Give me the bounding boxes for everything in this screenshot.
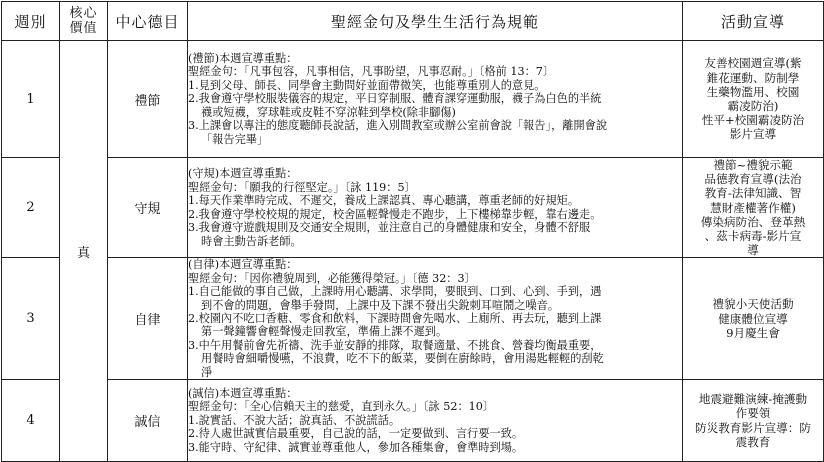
activity-line: 霸凌防治): [727, 99, 779, 113]
activity-line: 禮節~禮貌示範: [713, 158, 793, 172]
header-week: 週別: [2, 2, 60, 41]
content-line: 聖經金句：「願我的行徑堅定。」〔詠 119：5〕: [188, 180, 416, 194]
activity-line: 地震避難演練-掩護動: [698, 392, 808, 407]
week-number: 4: [2, 380, 60, 462]
week-number: 3: [2, 258, 60, 380]
activity-line: 禮貌小天使活動: [712, 297, 794, 312]
scripture-content: [188, 380, 683, 462]
activity-line: 導: [747, 243, 759, 258]
header-scripture: 聖經金句及學生生活行為規範: [188, 2, 683, 41]
activity-cell: [683, 41, 824, 158]
week-number: 2: [2, 158, 60, 258]
activity-line: 震教育: [735, 434, 771, 449]
header-core-line2: 價值: [69, 21, 98, 36]
content-line: 聖經金句：「因你禮貌周到，必能獲得榮冠。」〔德 32：3〕: [188, 271, 476, 285]
header-row: [2, 2, 824, 41]
content-line: 3.中午用餐前會先祈禱、洗手並安靜的排隊，取餐適量、不挑食、營養均衡最重要，: [188, 338, 602, 352]
content-line: 到不會的問題，會舉手發問，上課中及下課不發出尖銳刺耳喧鬧之噪音。: [201, 298, 560, 312]
content-line: (禮節)本週宣導重點：: [188, 52, 298, 66]
week-number: 1: [2, 41, 60, 158]
virtue-name: 自律: [108, 258, 188, 380]
content-line: 時會主動告訴老師。: [201, 234, 302, 248]
activity-cell: [683, 258, 824, 380]
activity-line: 傳染病防治、登革熱: [700, 214, 806, 229]
content-line: 襪或短襪，穿球鞋或皮鞋不穿涼鞋到學校(除非腳傷): [201, 105, 456, 119]
content-line: 2.待人處世誠實信最重要，自己說的話，一定要做到、言行要一致。: [188, 427, 524, 441]
content-line: 第一聲鐘響會輕聲慢走回教室，準備上課不遲到。: [201, 325, 448, 339]
activity-line: 品德教育宣導(法治: [704, 172, 802, 187]
activity-line: 錐花運動、防制學: [706, 70, 800, 85]
header-activity: 活動宣導: [683, 2, 824, 41]
weekly-schedule-table: [1, 1, 824, 462]
scripture-content: [188, 258, 683, 380]
virtue-name: 守規: [108, 158, 188, 258]
content-line: 1.每天作業準時完成、不遲交，養成上課認真、專心聽講，尊重老師的好規矩。: [188, 194, 580, 208]
activity-line: 作要領: [735, 406, 771, 421]
content-line: (誠信)本週宣導重點：: [188, 387, 298, 401]
content-line: 3.上課會以專注的態度聽師長說話，進入別間教室或辦公室前會說「報告」，離開會說: [188, 119, 608, 133]
table-row-week-2: [2, 158, 824, 258]
activity-line: 慧財產權著作權): [710, 200, 796, 215]
virtue-name: 誠信: [108, 380, 188, 462]
header-core-value: [60, 2, 108, 41]
header-core-line1: 核心: [69, 6, 98, 21]
content-line: 3.能守時、守紀律、誠實並尊重他人，參加各種集會，會準時到場。: [188, 440, 524, 454]
content-line: 3.我會遵守遊戲規則及交通安全規則，並注意自己的身體健康和安全，身體不舒服: [188, 221, 591, 235]
content-line: 淨: [201, 365, 213, 379]
activity-line: 友善校園週宣導(紫: [704, 56, 802, 71]
content-line: 2.校園內不吃口香糖、零食和飲料，下課時間會先喝水、上廁所、再去玩，聽到上課: [188, 312, 602, 326]
content-line: 用餐時會細嚼慢嚥，不浪費，吃不下的飯菜，要倒在廚餘時，會用湯匙輕輕的刮乾: [201, 352, 604, 366]
activity-line: 健康體位宣導: [718, 311, 788, 326]
table-row-week-1: [2, 41, 824, 158]
core-value-cell: [60, 41, 108, 462]
content-line: 聖經金句：「凡事包容，凡事相信，凡事盼望，凡事忍耐。」〔格前 13：7〕: [188, 65, 555, 79]
content-line: 1.說實話、不說大話；說真話、不說謊話。: [188, 413, 401, 427]
content-line: 1.見到父母、師長、同學會主動問好並面帶微笑，也能尊重別人的意見。: [188, 78, 546, 92]
activity-line: 教育-法律知識、智: [704, 186, 802, 201]
content-line: (守規)本週宣導重點：: [188, 167, 298, 181]
activity-line: 、茲卡病毒-影片宣: [704, 229, 802, 244]
scripture-content: [188, 41, 683, 158]
content-line: 聖經金句：「全心信賴天主的慈愛，直到永久。」〔詠 52：10〕: [188, 400, 495, 414]
content-line: 2.我會遵守學校服裝儀容的規定，平日穿制服、體育課穿運動服，襪子為白色的半統: [188, 92, 602, 106]
content-line: 「報告完畢」: [201, 132, 269, 146]
core-value: 真: [76, 245, 90, 261]
activity-line: 影片宣導: [729, 127, 777, 142]
table-row-week-3: [2, 258, 824, 380]
content-line: 2.我會遵守學校校規的規定，校舍區輕聲慢走不跑步，上下樓梯靠步輕，靠右邊走。: [188, 207, 602, 221]
virtue-name: 禮節: [108, 41, 188, 158]
activity-line: 防災教育影片宣導：防: [695, 420, 811, 435]
activity-line: 9月慶生會: [726, 325, 780, 340]
activity-line: 生藥物濫用、校園: [706, 84, 800, 99]
content-line: (自律)本週宣導重點：: [188, 258, 298, 272]
table-row-week-4: [2, 380, 824, 462]
content-line: 1.自己能做的事自己做，上課時用心聽講、求學問，要眼到、口到、心到、手到，遇: [188, 285, 602, 299]
activity-cell: [683, 380, 824, 462]
scripture-content: [188, 158, 683, 258]
activity-line: 性平+校園霸凌防治: [701, 113, 805, 128]
activity-cell: [683, 158, 824, 258]
header-virtue: 中心德目: [108, 2, 188, 41]
